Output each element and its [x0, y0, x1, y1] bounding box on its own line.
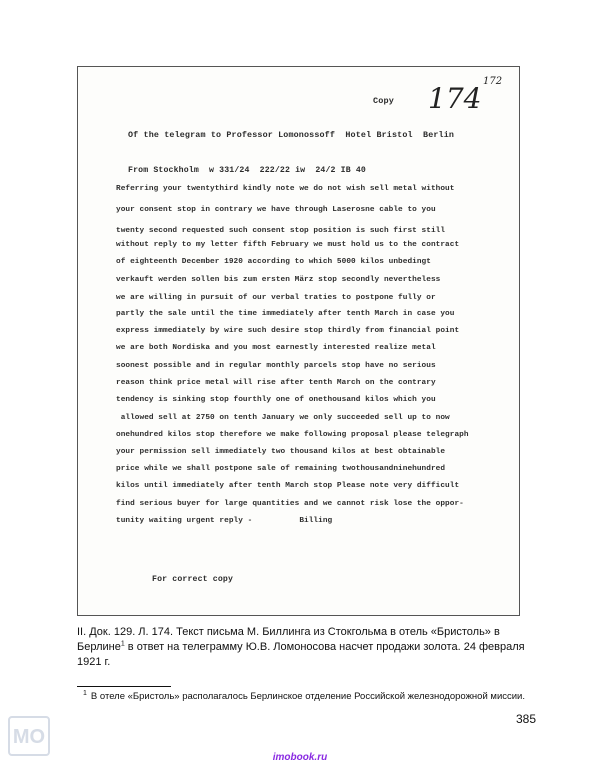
body-line: partly the sale until the time immediately after tenth March in case you	[116, 310, 455, 318]
caption-footnote-ref[interactable]: 1	[120, 640, 125, 648]
body-line: without reply to my letter fifth February we must hold us to the contract	[116, 241, 460, 249]
site-link[interactable]: imobook.ru	[272, 752, 328, 763]
telegram-title: Of the telegram to Professor Lomonossoff Hotel Bristol Berlin	[128, 130, 455, 140]
archival-document-scan	[77, 66, 520, 616]
handwritten-small-number: 172	[483, 76, 503, 87]
body-line: we are both Nordiska and you most earnestly interested realize metal	[116, 344, 436, 352]
body-line: allowed sell at 2750 on tenth January we only succeeded sell up to now	[116, 414, 450, 422]
body-line: express immediately by wire such desire stop thirdly from financial point	[116, 327, 460, 335]
footnote-number: 1	[83, 690, 87, 697]
footnote-divider	[77, 686, 171, 687]
body-line: tunity waiting urgent reply - Billing	[116, 517, 333, 525]
handwritten-folio-number: 174	[428, 82, 482, 115]
caption-text-after: в ответ на телеграмму Ю.В. Ломоносова насчет продажи золота. 24 февраля 1921 г.	[77, 641, 525, 668]
body-line: verkauft werden sollen bis zum ersten März stop secondly nevertheless	[116, 276, 441, 284]
telegram-from-line: From Stockholm w 331/24 222/22 iw 24/2 IB 40	[128, 166, 366, 175]
publisher-logo: MO	[8, 716, 50, 756]
caption-text-before: II. Док. 129. Л. 174. Текст письма М. Биллинга из Стокгольма в отель «Бристоль» в Берлине	[77, 626, 500, 653]
body-line: we are willing in pursuit of our verbal traties to postpone fully or	[116, 294, 436, 302]
body-line: your consent stop in contrary we have through Laserosne cable to you	[116, 206, 436, 214]
body-line: kilos until immediately after tenth March stop Please note very difficult	[116, 482, 460, 490]
body-line: soonest possible and in regular monthly parcels stop have no serious	[116, 362, 436, 370]
body-line: your permission sell immediately two thousand kilos at best obtainable	[116, 448, 446, 456]
body-line: price while we shall postpone sale of remaining twothousandninehundred	[116, 465, 446, 473]
body-line: Referring your twentythird kindly note we do not wish sell metal without	[116, 185, 455, 193]
body-line: of eighteenth December 1920 according to which 5000 kilos unbedingt	[116, 258, 431, 266]
copy-label: Copy	[373, 96, 395, 106]
body-line: find serious buyer for large quantities and we cannot risk lose the oppor-	[116, 500, 464, 508]
footnote-text: В отеле «Бристоль» располагалось Берлинское отделение Российской железнодорожной миссии.	[90, 691, 526, 703]
figure-caption	[77, 625, 547, 670]
body-line: twenty second requested such consent stop position is such first still	[116, 227, 446, 235]
body-line: onehundred kilos stop therefore we make following proposal please telegraph	[116, 431, 469, 439]
for-correct-copy: For correct copy	[152, 575, 234, 584]
body-line: tendency is sinking stop fourthly one of onethousand kilos which you	[116, 396, 436, 404]
page-number: 385	[515, 712, 536, 726]
body-line: reason think price metal will rise after tenth March on the contrary	[116, 379, 436, 387]
footnote	[77, 690, 525, 702]
